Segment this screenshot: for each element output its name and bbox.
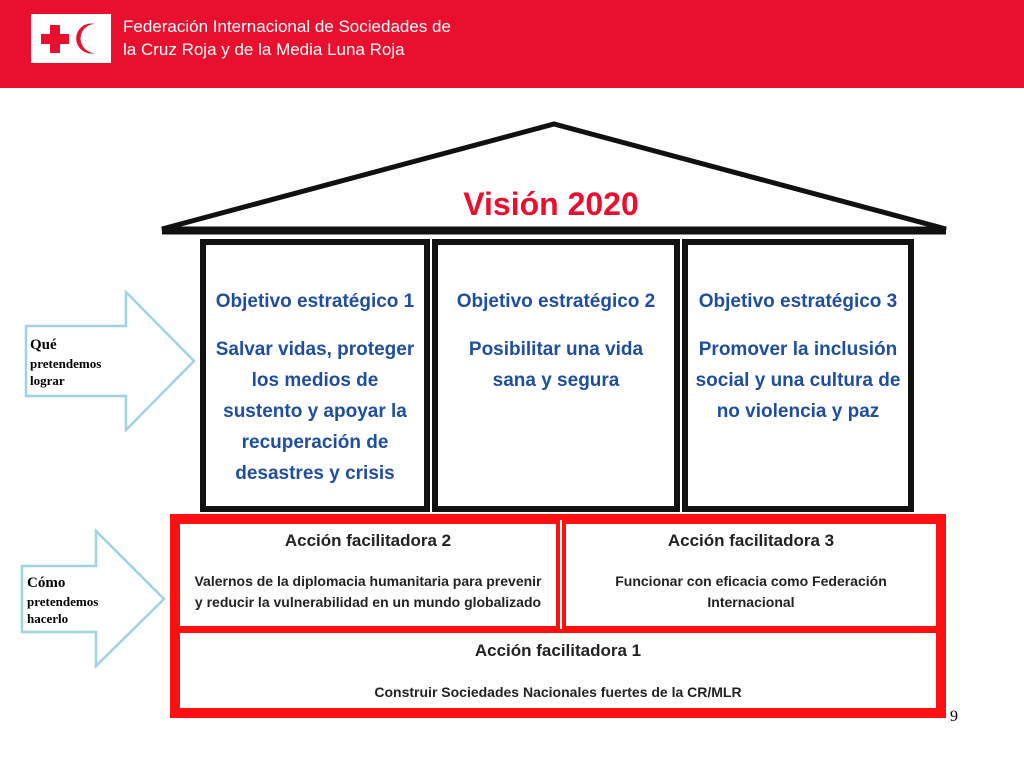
header-bar	[0, 0, 1024, 88]
logo	[31, 14, 111, 63]
arrow-como-line2: hacerlo	[27, 611, 69, 626]
pillar-3-text: Promover la inclusión social y una cultura de no violencia y paz	[695, 339, 901, 422]
cross-crescent-icon	[33, 16, 109, 61]
accion-1-line1: Construir Sociedades Nacionales fuertes de la CR/MLR	[374, 684, 742, 700]
accion-3-line2: Internacional	[707, 594, 795, 610]
pillar-objetivo-1	[200, 239, 430, 512]
arrow-como-line1: pretendemos	[27, 594, 99, 609]
arrow-que-label	[30, 336, 101, 389]
org-name	[123, 15, 451, 61]
arrow-que-title: Qué	[30, 337, 57, 353]
page-number: 9	[950, 708, 958, 725]
accion-2-line1: Valernos de la diplomacia humanitaria para prevenir	[194, 573, 542, 589]
accion-3-line1: Funcionar con eficacia como Federación	[615, 573, 887, 589]
pillar-2-text: Posibilitar una vida sana y segura	[468, 339, 644, 391]
arrow-que-line2: lograr	[30, 373, 65, 388]
pillar-1-text: Salvar vidas, proteger los medios de sustento y apoyar la recuperación de desastres y crisis	[215, 339, 415, 484]
org-name-line1: Federación Internacional de Sociedades de	[123, 17, 451, 36]
vision-title: Visión 2020	[463, 186, 639, 222]
org-name-line2: la Cruz Roja y de la Media Luna Roja	[123, 40, 405, 59]
pillar-3-title: Objetivo estratégico 3	[698, 291, 898, 312]
accion-facilitadora-3	[562, 520, 940, 630]
arrow-que-line1: pretendemos	[30, 356, 102, 371]
accion-facilitadora-1	[176, 629, 940, 712]
pillar-1-title: Objetivo estratégico 1	[215, 291, 415, 312]
accion-1-title: Acción facilitadora 1	[474, 641, 642, 660]
accion-2-line2: y reducir la vulnerabilidad en un mundo globalizado	[194, 594, 542, 610]
pillar-objetivo-2	[432, 239, 680, 512]
arrow-como-title: Cómo	[27, 575, 66, 591]
pillar-objetivo-3	[682, 239, 914, 512]
arrow-como-label	[27, 574, 98, 627]
pillar-2-title: Objetivo estratégico 2	[456, 291, 656, 312]
accion-facilitadora-2	[176, 520, 560, 630]
accion-2-title: Acción facilitadora 2	[284, 531, 452, 550]
accion-3-title: Acción facilitadora 3	[667, 531, 835, 550]
